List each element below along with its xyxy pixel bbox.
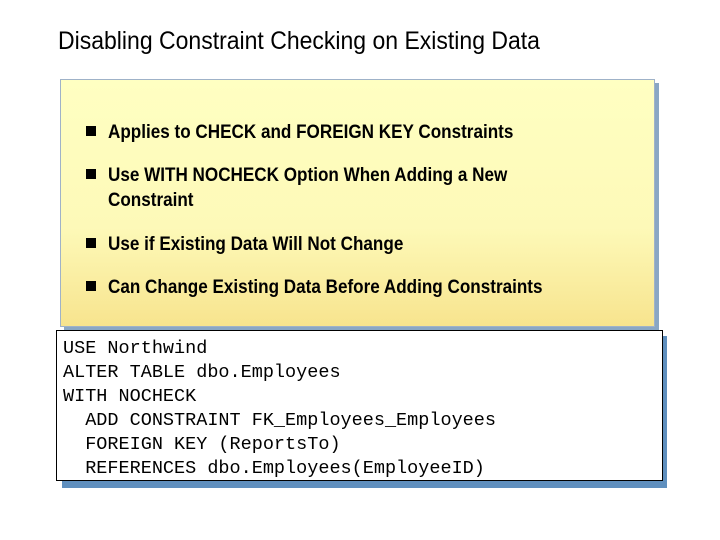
- code-line: ALTER TABLE dbo.Employees: [63, 362, 341, 383]
- bullet-text: Applies to CHECK and FOREIGN KEY Constraints: [108, 122, 514, 143]
- code-line: REFERENCES dbo.Employees(EmployeeID): [63, 458, 485, 479]
- square-bullet-icon: [86, 281, 96, 291]
- square-bullet-icon: [86, 238, 96, 248]
- code-line: ADD CONSTRAINT FK_Employees_Employees: [63, 410, 496, 431]
- bullet-item: [86, 232, 626, 257]
- slide-title: Disabling Constraint Checking on Existing Data: [58, 27, 540, 55]
- bullet-item: [86, 120, 626, 145]
- code-line: WITH NOCHECK: [63, 386, 197, 407]
- code-line: USE Northwind: [63, 338, 208, 359]
- code-box: [56, 330, 663, 481]
- square-bullet-icon: [86, 126, 96, 136]
- bullet-item: [86, 275, 626, 300]
- code-line: FOREIGN KEY (ReportsTo): [63, 434, 341, 455]
- bullet-text: Use if Existing Data Will Not Change: [108, 234, 404, 255]
- square-bullet-icon: [86, 169, 96, 179]
- bullet-text: Can Change Existing Data Before Adding Constraints: [108, 277, 543, 298]
- bullet-text: Use WITH NOCHECK Option When Adding a New Constraint: [108, 165, 508, 211]
- bullet-item: [86, 163, 626, 213]
